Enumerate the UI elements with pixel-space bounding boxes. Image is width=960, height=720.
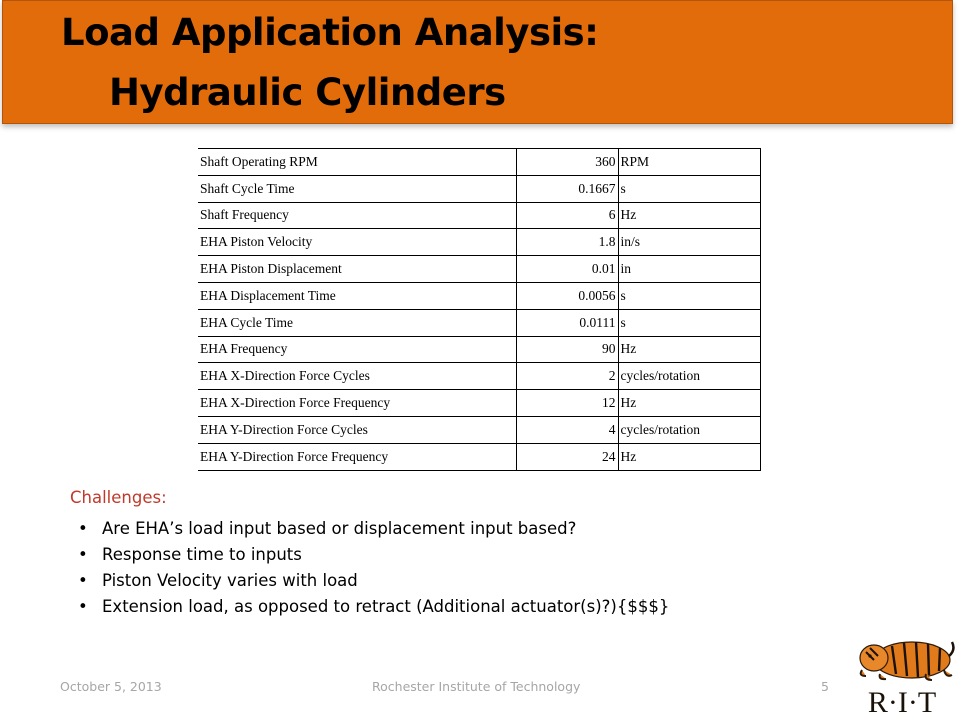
row-unit: cycles/rotation bbox=[618, 363, 760, 390]
row-unit: s bbox=[618, 309, 760, 336]
logo-text: R·I·T bbox=[867, 686, 937, 718]
row-unit: in/s bbox=[618, 229, 760, 256]
row-unit: Hz bbox=[618, 336, 760, 363]
row-unit: s bbox=[618, 175, 760, 202]
title-banner bbox=[2, 0, 953, 124]
table-row bbox=[198, 363, 760, 390]
row-name: Shaft Frequency bbox=[198, 202, 516, 229]
row-name: Shaft Operating RPM bbox=[198, 149, 516, 176]
row-value: 90 bbox=[516, 336, 618, 363]
row-value: 360 bbox=[516, 149, 618, 176]
row-name: EHA Frequency bbox=[198, 336, 516, 363]
row-unit: s bbox=[618, 282, 760, 309]
challenge-text: Are EHA’s load input based or displacement input based? bbox=[102, 519, 577, 538]
table-row bbox=[198, 229, 760, 256]
slide-title-line2: Hydraulic Cylinders bbox=[109, 71, 506, 114]
row-value: 2 bbox=[516, 363, 618, 390]
row-name: EHA Displacement Time bbox=[198, 282, 516, 309]
bullet-icon: • bbox=[78, 597, 88, 616]
row-name: EHA Y-Direction Force Frequency bbox=[198, 443, 516, 470]
row-unit: Hz bbox=[618, 390, 760, 417]
list-item bbox=[78, 594, 669, 620]
table-row bbox=[198, 336, 760, 363]
row-value: 0.01 bbox=[516, 256, 618, 283]
row-value: 24 bbox=[516, 443, 618, 470]
table-row bbox=[198, 390, 760, 417]
row-name: EHA Piston Displacement bbox=[198, 256, 516, 283]
row-name: EHA Cycle Time bbox=[198, 309, 516, 336]
row-value: 12 bbox=[516, 390, 618, 417]
challenge-text: Extension load, as opposed to retract (Additional actuator(s)?){$$$} bbox=[102, 597, 670, 616]
row-value: 4 bbox=[516, 416, 618, 443]
list-item bbox=[78, 516, 669, 542]
table-row bbox=[198, 282, 760, 309]
bullet-icon: • bbox=[78, 571, 88, 590]
row-value: 0.0056 bbox=[516, 282, 618, 309]
slide-title-line1: Load Application Analysis: bbox=[61, 11, 599, 54]
table-row bbox=[198, 256, 760, 283]
row-name: EHA Piston Velocity bbox=[198, 229, 516, 256]
table-row bbox=[198, 175, 760, 202]
footer-date: October 5, 2013 bbox=[60, 679, 162, 694]
row-value: 0.0111 bbox=[516, 309, 618, 336]
row-value: 6 bbox=[516, 202, 618, 229]
row-name: Shaft Cycle Time bbox=[198, 175, 516, 202]
challenge-text: Response time to inputs bbox=[102, 545, 302, 564]
table-row bbox=[198, 202, 760, 229]
row-unit: cycles/rotation bbox=[618, 416, 760, 443]
list-item bbox=[78, 568, 669, 594]
footer-organization: Rochester Institute of Technology bbox=[372, 679, 581, 694]
row-value: 1.8 bbox=[516, 229, 618, 256]
table-row bbox=[198, 416, 760, 443]
challenge-text: Piston Velocity varies with load bbox=[102, 571, 358, 590]
row-value: 0.1667 bbox=[516, 175, 618, 202]
challenges-heading: Challenges: bbox=[70, 488, 167, 507]
page-number: 5 bbox=[821, 679, 829, 694]
row-unit: in bbox=[618, 256, 760, 283]
challenges-list bbox=[78, 516, 669, 620]
parameters-table bbox=[198, 148, 761, 471]
table-row bbox=[198, 443, 760, 470]
table-row bbox=[198, 309, 760, 336]
row-unit: Hz bbox=[618, 202, 760, 229]
bullet-icon: • bbox=[78, 545, 88, 564]
row-name: EHA Y-Direction Force Cycles bbox=[198, 416, 516, 443]
row-unit: Hz bbox=[618, 443, 760, 470]
bullet-icon: • bbox=[78, 519, 88, 538]
row-name: EHA X-Direction Force Frequency bbox=[198, 390, 516, 417]
row-name: EHA X-Direction Force Cycles bbox=[198, 363, 516, 390]
tiger-logo-icon bbox=[852, 630, 956, 718]
list-item bbox=[78, 542, 669, 568]
row-unit: RPM bbox=[618, 149, 760, 176]
table-row bbox=[198, 149, 760, 176]
